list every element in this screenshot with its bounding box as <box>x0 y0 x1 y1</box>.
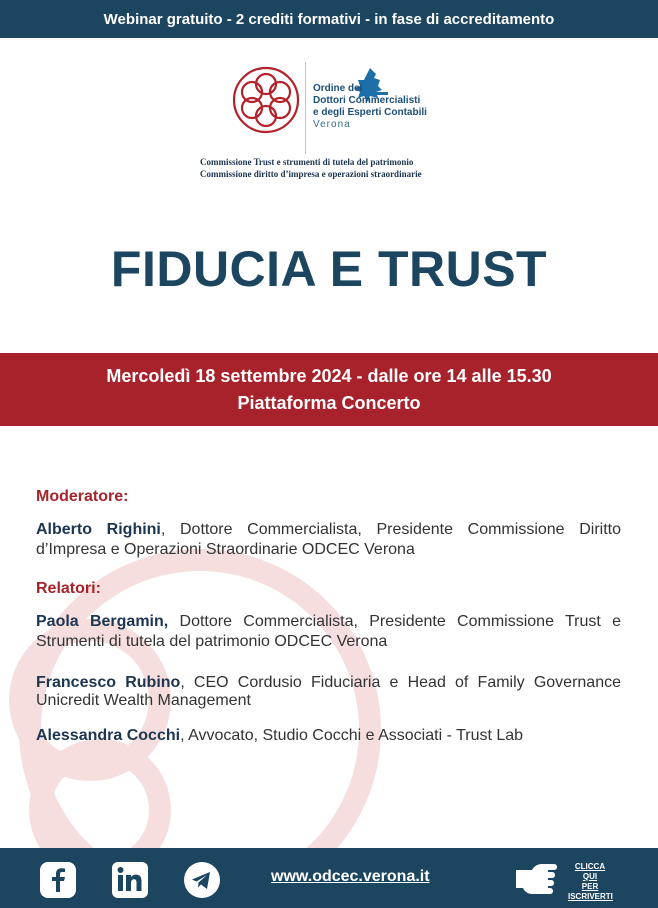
speaker-role: Dottore Commercialista, Presidente Commissione Trust e Strumenti di tutela del patrimonio ODCEC Verona <box>36 613 622 650</box>
speaker-name: Paola Bergamin, <box>36 613 169 630</box>
facebook-icon[interactable] <box>40 862 76 898</box>
rosette-logo-icon <box>234 68 298 132</box>
logo-divider <box>305 62 306 154</box>
speaker-role: , CEO Cordusio Fiduciaria e Head of Family Governance Unicredit Wealth Management <box>36 674 621 709</box>
banner-text: Webinar gratuito - 2 crediti formativi - in fase di accreditamento <box>103 10 555 28</box>
speaker-entry <box>36 726 621 746</box>
event-info-bar <box>0 353 658 426</box>
register-cta[interactable] <box>568 862 612 902</box>
pointing-hand-icon[interactable] <box>512 858 560 898</box>
commission-1: Commissione Trust e strumenti di tutela del patrimonio <box>200 157 414 167</box>
page-title: FIDUCIA E TRUST <box>110 241 548 297</box>
org-city: Verona <box>313 119 351 130</box>
speaker-entry <box>36 674 621 710</box>
cta-line-3: ISCRIVERTI <box>568 892 613 901</box>
org-line-2: Dottori Commercialisti <box>313 95 421 106</box>
speaker-name: Francesco Rubino <box>36 674 181 691</box>
event-platform: Piattaforma Concerto <box>237 392 421 413</box>
cta-line-2: PER <box>581 882 599 891</box>
speaker-entry <box>36 612 621 652</box>
moderator-name: Alberto Righini <box>36 521 161 538</box>
program-content <box>36 488 621 746</box>
commissions <box>200 156 422 180</box>
org-line-1: Ordine dei <box>313 83 363 94</box>
website-link[interactable]: www.odcec.verona.it <box>271 868 430 885</box>
moderator-role: , Dottore Commercialista, Presidente Commissione Diritto d’Impresa e Operazioni Straordinarie ODCEC Verona <box>36 521 622 558</box>
speakers-label: Relatori: <box>36 580 101 597</box>
top-banner <box>0 0 658 38</box>
telegram-icon[interactable] <box>184 862 220 898</box>
moderator-entry <box>36 520 621 560</box>
moderator-label: Moderatore: <box>36 488 129 505</box>
event-date-time: Mercoledì 18 settembre 2024 - dalle ore 14 alle 15.30 <box>106 365 552 386</box>
speaker-name: Alessandra Cocchi <box>36 727 181 744</box>
org-name <box>313 83 427 131</box>
speaker-role: , Avvocato, Studio Cocchi e Associati - Trust Lab <box>180 727 524 744</box>
cta-line-1: CLICCA QUI <box>574 862 606 881</box>
linkedin-icon[interactable] <box>112 862 148 898</box>
org-line-3: e degli Esperti Contabili <box>313 107 427 118</box>
commission-2: Commissione diritto d’impresa e operazioni straordinarie <box>200 169 422 179</box>
